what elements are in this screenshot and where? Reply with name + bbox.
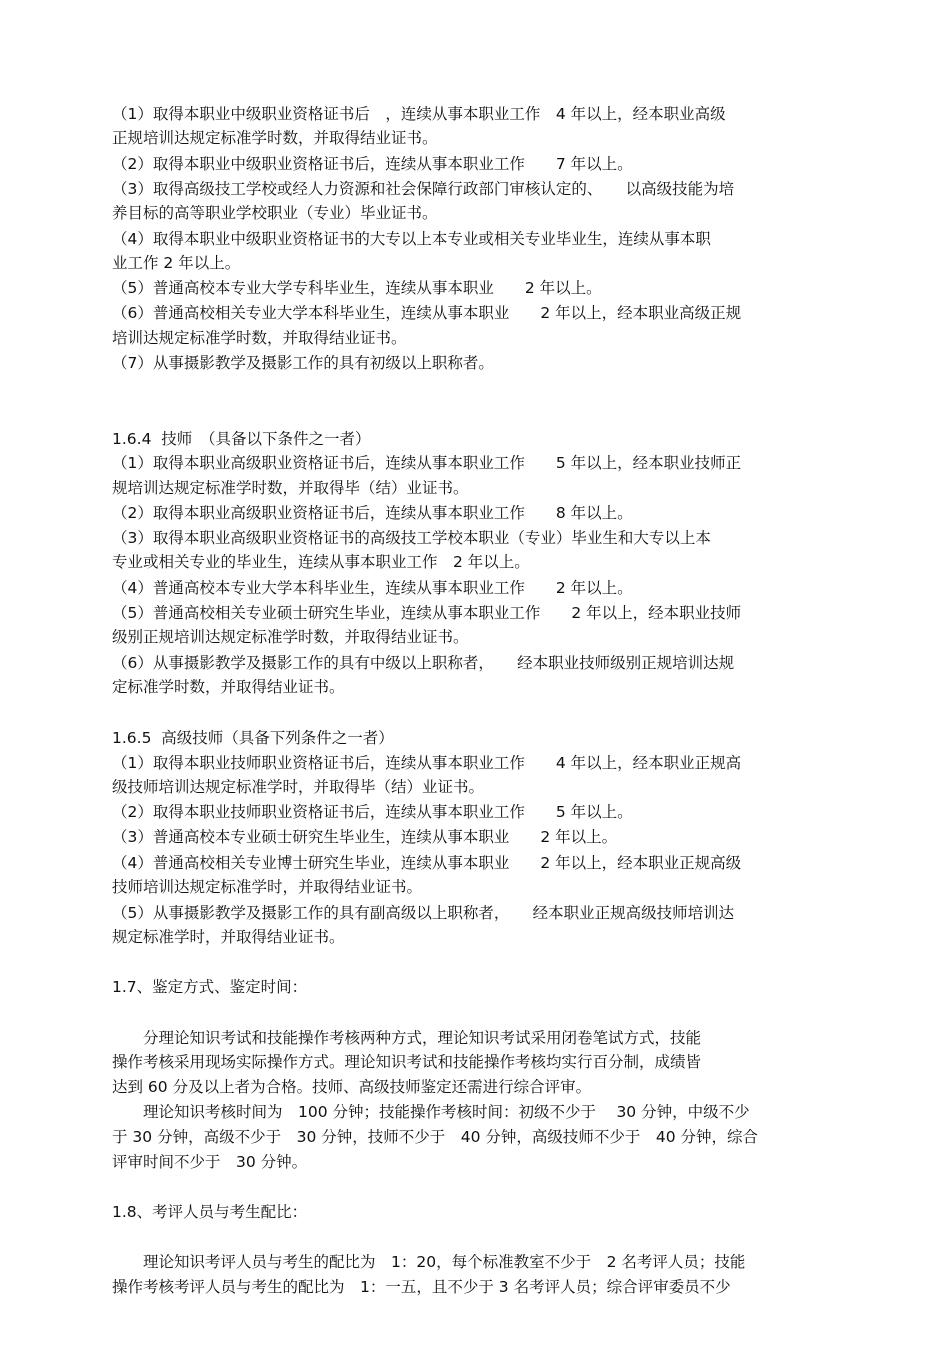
section-heading-1-6-4: 1.6.4 技师 （具备以下条件之一者） <box>112 430 371 448</box>
text-line: （6）普通高校相关专业大学本科毕业生，连续从事本职业 2 年以上，经本职业高级正规 <box>112 304 742 322</box>
text-line: （5）普通高校相关专业硕士研究生毕业，连续从事本职业工作 2 年以上，经本职业技师 <box>112 604 742 622</box>
text-line: （5）普通高校本专业大学专科毕业生，连续从事本职业 2 年以上。 <box>112 279 602 297</box>
text-line: 理论知识考评人员与考生的配比为 1：20，每个标准教室不少于 2 名考评人员；技能 <box>112 1253 746 1271</box>
text-line: （7）从事摄影教学及摄影工作的具有初级以上职称者。 <box>112 354 494 372</box>
text-line: （4）普通高校相关专业博士研究生毕业，连续从事本职业 2 年以上，经本职业正规高级 <box>112 854 742 872</box>
text-line: 规培训达规定标准学时数，并取得毕（结）业证书。 <box>112 479 469 497</box>
text-line: 分理论知识考试和技能操作考核两种方式，理论知识考试采用闭卷笔试方式，技能 <box>112 1029 702 1047</box>
text-line: （2）取得本职业中级职业资格证书后，连续从事本职业工作 7 年以上。 <box>112 155 633 173</box>
text-line: （1）取得本职业高级职业资格证书后，连续从事本职业工作 5 年以上，经本职业技师正 <box>112 454 742 472</box>
text-line: 评审时间不少于 30 分钟。 <box>112 1153 308 1171</box>
text-line: 技师培训达规定标准学时，并取得结业证书。 <box>112 878 423 896</box>
text-line: 养目标的高等职业学校职业（专业）毕业证书。 <box>112 204 438 222</box>
text-line: （2）取得本职业技师职业资格证书后，连续从事本职业工作 5 年以上。 <box>112 803 633 821</box>
text-line: 操作考核采用现场实际操作方式。理论知识考试和技能操作考核均实行百分制，成绩皆 <box>112 1053 702 1071</box>
text-line: 级别正规培训达规定标准学时数，并取得结业证书。 <box>112 628 469 646</box>
text-line: 操作考核考评人员与考生的配比为 1：一五，且不少于 3 名考评人员；综合评审委员不少 <box>112 1278 731 1296</box>
text-line: 专业或相关专业的毕业生，连续从事本职业工作 2 年以上。 <box>112 553 530 571</box>
text-line: 业工作 2 年以上。 <box>112 254 241 272</box>
text-line: 正规培训达规定标准学时数，并取得结业证书。 <box>112 129 438 147</box>
section-heading-1-8: 1.8、考评人员与考生配比： <box>112 1203 308 1221</box>
text-line: 规定标准学时，并取得结业证书。 <box>112 928 345 946</box>
text-line: （2）取得本职业高级职业资格证书后，连续从事本职业工作 8 年以上。 <box>112 504 633 522</box>
text-line: （1）取得本职业技师职业资格证书后，连续从事本职业工作 4 年以上，经本职业正规高 <box>112 754 742 772</box>
text-line: （3）普通高校本专业硕士研究生毕业生，连续从事本职业 2 年以上。 <box>112 828 618 846</box>
text-line: 达到 60 分及以上者为合格。技师、高级技师鉴定还需进行综合评审。 <box>112 1078 592 1096</box>
text-line: 理论知识考核时间为 100 分钟；技能操作考核时间：初级不少于 30 分钟，中级不少 <box>112 1103 750 1121</box>
text-line: （4）取得本职业中级职业资格证书的大专以上本专业或相关专业毕业生，连续从事本职 <box>112 230 711 248</box>
text-line: 于 30 分钟，高级不少于 30 分钟，技师不少于 40 分钟，高级技师不少于 40 分钟，综合 <box>112 1128 759 1146</box>
text-line: （4）普通高校本专业大学本科毕业生，连续从事本职业工作 2 年以上。 <box>112 579 633 597</box>
text-line: （5）从事摄影教学及摄影工作的具有副高级以上职称者， 经本职业正规高级技师培训达 <box>112 904 735 922</box>
text-line: 级技师培训达规定标准学时，并取得毕（结）业证书。 <box>112 778 485 796</box>
text-line: （3）取得高级技工学校或经人力资源和社会保障行政部门审核认定的、 以高级技能为培 <box>112 180 735 198</box>
text-line: （3）取得本职业高级职业资格证书的高级技工学校本职业（专业）毕业生和大专以上本 <box>112 529 711 547</box>
section-heading-1-7: 1.7、鉴定方式、鉴定时间： <box>112 978 308 996</box>
text-line: 培训达规定标准学时数，并取得结业证书。 <box>112 329 407 347</box>
text-line: 定标准学时数，并取得结业证书。 <box>112 678 345 696</box>
text-line: （1）取得本职业中级职业资格证书后 ，连续从事本职业工作 4 年以上，经本职业高级 <box>112 105 726 123</box>
text-line: （6）从事摄影教学及摄影工作的具有中级以上职称者， 经本职业技师级别正规培训达规 <box>112 654 735 672</box>
section-heading-1-6-5: 1.6.5 高级技师（具备下列条件之一者） <box>112 729 394 747</box>
